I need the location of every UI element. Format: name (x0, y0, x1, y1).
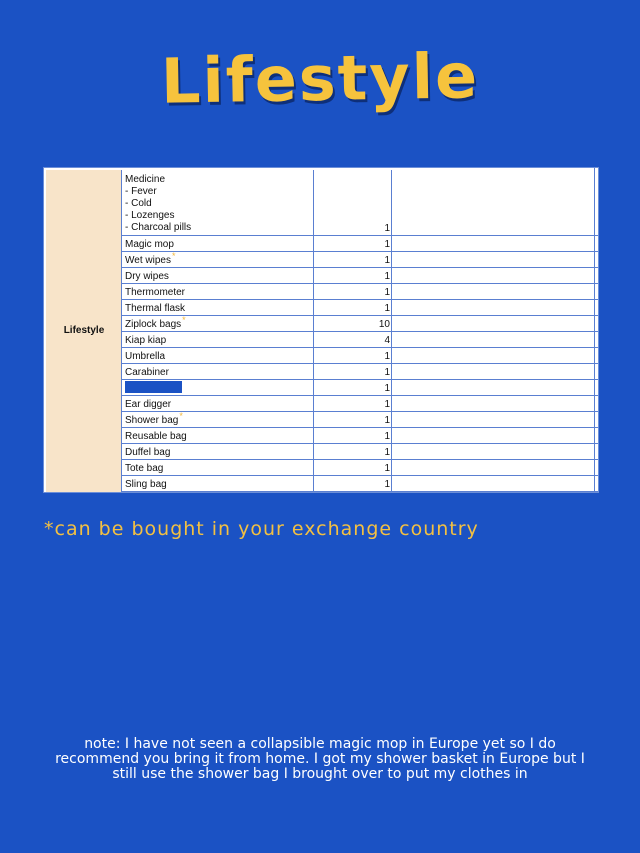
note-text: note: I have not seen a collapsible magic mop in Europe yet so I do recommend you bring it from home. I got my shower basket in Europe but I still use the shower bag I brought over to put my clothes in (55, 736, 585, 782)
item-label: Ziplock bags (125, 319, 182, 330)
medicine-line: - Fever (125, 186, 157, 197)
category-cell (46, 170, 122, 493)
item-label: Dry wipes (125, 271, 169, 282)
item-label: Umbrella (125, 351, 166, 362)
quantity-cell: 10 (378, 319, 390, 330)
item-cell (125, 367, 169, 378)
item-label: Kiap kiap (125, 335, 167, 346)
table-row (122, 268, 598, 284)
table-row (122, 236, 598, 252)
table-row-medicine (122, 170, 598, 236)
star-marker: * (182, 315, 186, 325)
table-row (122, 252, 598, 268)
medicine-line: - Cold (125, 198, 152, 209)
item-label: Ear digger (125, 399, 172, 410)
quantity-cell: 1 (384, 271, 390, 282)
table-row (122, 316, 598, 332)
item-label: Reusable bag (125, 431, 187, 442)
quantity-cell: 1 (384, 303, 390, 314)
item-cell (125, 431, 187, 442)
item-label: Tote bag (125, 463, 164, 474)
table-row (122, 364, 598, 380)
item-label: Duffel bag (125, 447, 171, 458)
item-label: Magic mop (125, 239, 174, 250)
quantity-cell: 1 (384, 239, 390, 250)
item-cell (125, 381, 182, 394)
redacted-highlight (125, 381, 182, 393)
quantity-cell: 1 (384, 287, 390, 298)
quantity-cell: 1 (384, 447, 390, 458)
table-row (122, 444, 598, 460)
item-cell (125, 287, 185, 298)
category-label: Lifestyle (63, 325, 105, 336)
quantity-cell: 1 (384, 255, 390, 266)
medicine-line: - Lozenges (125, 210, 175, 221)
table-row (122, 332, 598, 348)
quantity-cell: 1 (384, 223, 390, 234)
quantity-cell: 1 (384, 431, 390, 442)
quantity-cell: 1 (384, 399, 390, 410)
item-cell (125, 251, 175, 266)
table-row (122, 348, 598, 364)
item-cell (125, 315, 186, 330)
star-marker: * (179, 411, 183, 421)
item-cell (125, 479, 167, 490)
quantity-cell: 4 (384, 335, 390, 346)
table-row (122, 300, 598, 316)
item-cell (125, 271, 169, 282)
item-cell (125, 411, 183, 426)
item-cell (125, 303, 185, 314)
quantity-cell: 1 (384, 479, 390, 490)
item-cell (125, 399, 171, 410)
star-marker: * (171, 251, 176, 261)
medicine-line: Medicine (125, 174, 166, 185)
quantity-cell: 1 (384, 383, 390, 394)
table-row (122, 396, 598, 412)
item-label: Sling bag (125, 479, 167, 490)
medicine-line: - Charcoal pills (125, 222, 192, 233)
item-label: Carabiner (125, 367, 169, 378)
item-label: Wet wipes (125, 255, 171, 266)
medicine-list (125, 174, 191, 234)
item-label: Thermometer (125, 287, 186, 298)
packing-table (43, 167, 599, 493)
item-cell (125, 463, 163, 474)
table-row (122, 412, 598, 428)
quantity-cell: 1 (384, 367, 390, 378)
table-row (122, 460, 598, 476)
table-row (122, 380, 598, 396)
item-cell (125, 351, 165, 362)
quantity-cell: 1 (384, 351, 390, 362)
table-row (122, 284, 598, 300)
item-cell (125, 447, 170, 458)
quantity-cell: 1 (384, 463, 390, 474)
page-title: Lifestyle (160, 39, 480, 118)
table-row (122, 428, 598, 444)
item-label: Shower bag (125, 415, 179, 426)
item-cell (125, 239, 174, 250)
quantity-cell: 1 (384, 415, 390, 426)
table-row (122, 476, 598, 492)
item-cell (125, 335, 166, 346)
item-label: Thermal flask (125, 303, 186, 314)
footnote: *can be bought in your exchange country (44, 518, 479, 540)
